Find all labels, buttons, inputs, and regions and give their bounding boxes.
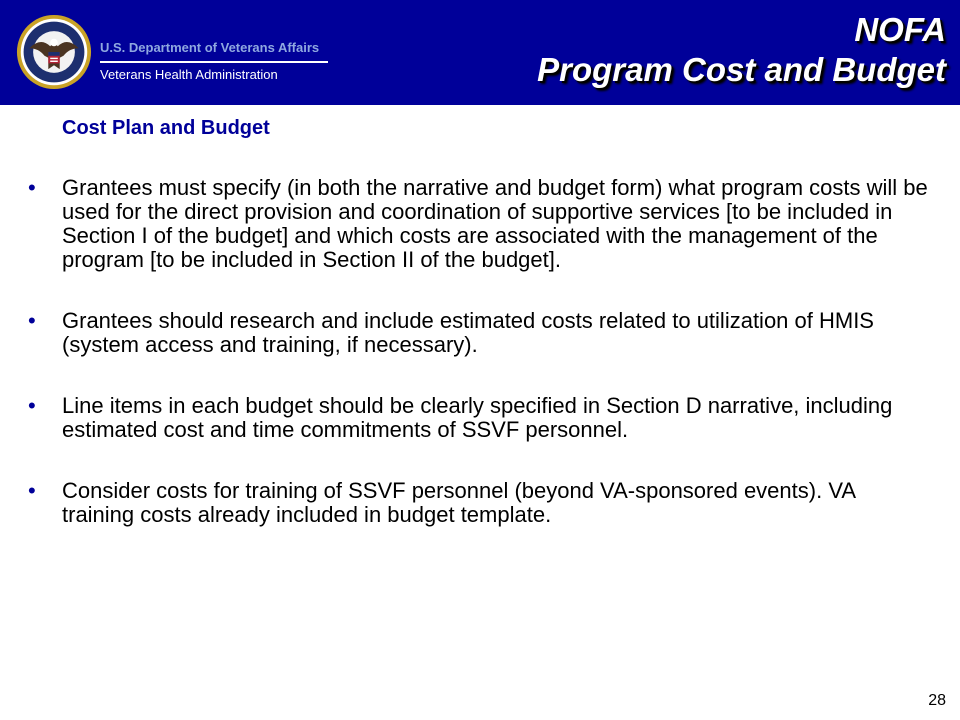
- bullet-text: Grantees must specify (in both the narrative and budget form) what program costs will be used for the direct provision and coordination of supportive services [to be included in Section I of the budget] and which costs are associated with the management of the program [to be included in Section II of the budget].: [62, 175, 928, 272]
- organization-block: [100, 0, 430, 105]
- bullet-text: Grantees should research and include estimated costs related to utilization of HMIS (system access and training, if necessary).: [62, 308, 874, 357]
- slide-header: [0, 0, 960, 105]
- bullet-item: [28, 478, 932, 527]
- slide-title-line2: Program Cost and Budget: [537, 51, 946, 88]
- bullet-item: [28, 393, 932, 442]
- va-seal-logo: [16, 14, 92, 90]
- bullet-text: Line items in each budget should be clearly specified in Section D narrative, including estimated cost and time commitments of SSVF personnel.: [62, 393, 893, 442]
- page-number: 28: [928, 692, 946, 709]
- bullet-marker: •: [28, 308, 36, 333]
- bullet-marker: •: [28, 478, 36, 503]
- bullet-item: [28, 175, 932, 272]
- slide-title: [537, 8, 946, 92]
- bullet-list: [28, 175, 932, 564]
- administration-name: Veterans Health Administration: [100, 67, 278, 82]
- bullet-marker: •: [28, 175, 36, 200]
- bullet-item: [28, 308, 932, 357]
- slide-title-line1: NOFA: [854, 11, 946, 48]
- section-heading: Cost Plan and Budget: [62, 117, 270, 139]
- bullet-text: Consider costs for training of SSVF personnel (beyond VA-sponsored events). VA training costs already included in budget template.: [62, 478, 855, 527]
- department-name: U.S. Department of Veterans Affairs: [100, 40, 320, 55]
- organization-divider: [100, 61, 328, 63]
- bullet-marker: •: [28, 393, 36, 418]
